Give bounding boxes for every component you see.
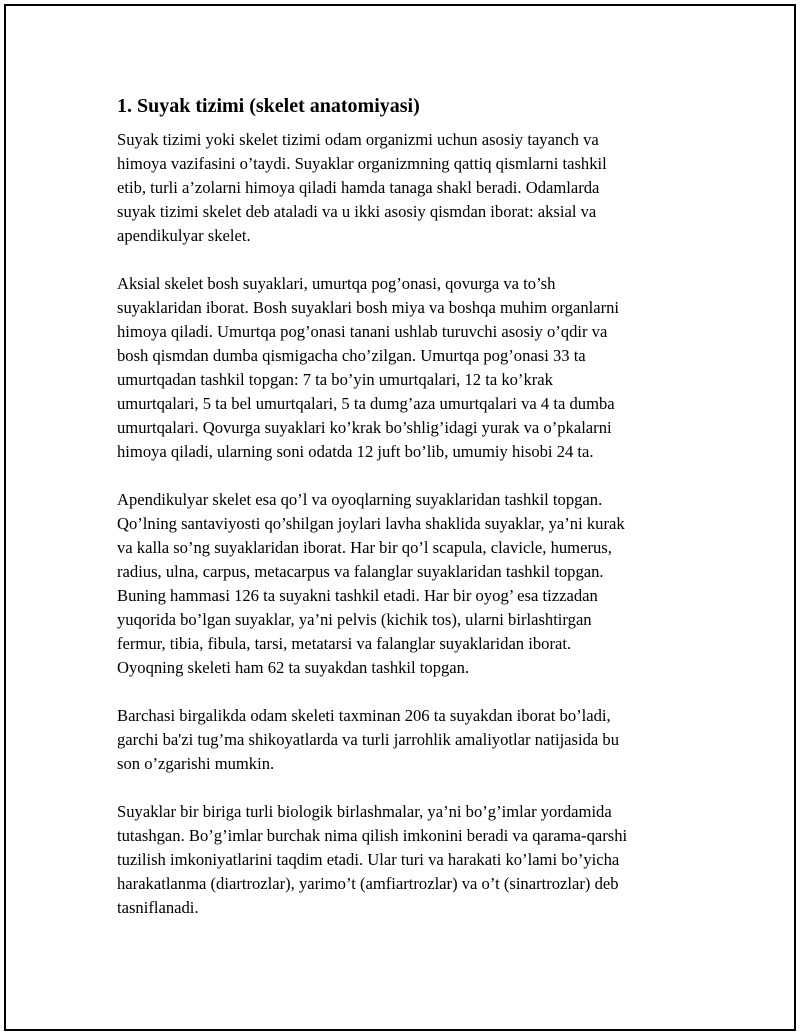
paragraph-joints (117, 800, 687, 920)
text-line: son o’zgarishi mumkin. (117, 754, 275, 773)
text-line: Qo’lning santaviyosti qo’shilgan joylari lavha shaklida suyaklar, ya’ni kurak (117, 514, 625, 533)
text-line: suyak tizimi skelet deb ataladi va u ikki asosiy qismdan iborat: aksial va (117, 202, 597, 221)
text-line: Suyak tizimi yoki skelet tizimi odam organizmi uchun asosiy tayanch va (117, 130, 599, 149)
text-line: umurtqalari. Qovurga suyaklari ko’krak bo’shlig’idagi yurak va o’pkalarni (117, 418, 612, 437)
text-line: garchi ba'zi tug’ma shikoyatlarda va turli jarrohlik amaliyotlar natijasida bu (117, 730, 620, 749)
text-line: fermur, tibia, fibula, tarsi, metatarsi va falanglar suyaklaridan iborat. (117, 634, 572, 653)
text-line: tutashgan. Bo’g’imlar burchak nima qilish imkonini beradi va qarama-qarshi (117, 826, 628, 845)
paragraph-appendicular-skeleton (117, 488, 687, 680)
paragraph-axial-skeleton (117, 272, 687, 464)
text-line: apendikulyar skelet. (117, 226, 251, 245)
text-line: etib, turli a’zolarni himoya qiladi hamda tanaga shakl beradi. Odamlarda (117, 178, 600, 197)
text-line: yuqorida bo’lgan suyaklar, ya’ni pelvis (kichik tos), ularni birlashtirgan (117, 610, 592, 629)
text-line: suyaklaridan iborat. Bosh suyaklari bosh miya va boshqa muhim organlarni (117, 298, 620, 317)
section-title: 1. Suyak tizimi (skelet anatomiyasi) (117, 95, 420, 117)
text-line: Buning hammasi 126 ta suyakni tashkil etadi. Har bir oyog’ esa tizzadan (117, 586, 598, 605)
text-line: Apendikulyar skelet esa qo’l va oyoqlarning suyaklaridan tashkil topgan. (117, 490, 603, 509)
text-line: himoya vazifasini o’taydi. Suyaklar organizmning qattiq qismlarni tashkil (117, 154, 607, 173)
text-line: radius, ulna, carpus, metacarpus va falanglar suyaklaridan tashkil topgan. (117, 562, 604, 581)
paragraph-bone-count (117, 704, 687, 776)
text-line: tasniflanadi. (117, 898, 199, 917)
text-line: Aksial skelet bosh suyaklari, umurtqa pog’onasi, qovurga va to’sh (117, 274, 556, 293)
text-line: harakatlanma (diartrozlar), yarimo’t (amfiartrozlar) va o’t (sinartrozlar) deb (117, 874, 619, 893)
text-line: va kalla so’ng suyaklaridan iborat. Har bir qo’l scapula, clavicle, humerus, (117, 538, 612, 557)
document-body (117, 93, 687, 920)
text-line: Suyaklar bir biriga turli biologik birlashmalar, ya’ni bo’g’imlar yordamida (117, 802, 612, 821)
paragraph-skeletal-system-intro (117, 128, 687, 248)
text-line: umurtqalari, 5 ta bel umurtqalari, 5 ta dumg’aza umurtqalari va 4 ta dumba (117, 394, 615, 413)
text-line: tuzilish imkoniyatlarini taqdim etadi. Ular turi va harakati ko’lami bo’yicha (117, 850, 620, 869)
text-line: himoya qiladi. Umurtqa pog’onasi tanani ushlab turuvchi asosiy o’qdir va (117, 322, 608, 341)
text-line: Barchasi birgalikda odam skeleti taxminan 206 ta suyakdan iborat bo’ladi, (117, 706, 611, 725)
text-line: umurtqadan tashkil topgan: 7 ta bo’yin umurtqalari, 12 ta ko’krak (117, 370, 553, 389)
text-line: bosh qismdan dumba qismigacha cho’zilgan. Umurtqa pog’onasi 33 ta (117, 346, 586, 365)
text-line: Oyoqning skeleti ham 62 ta suyakdan tashkil topgan. (117, 658, 470, 677)
text-line: himoya qiladi, ularning soni odatda 12 juft bo’lib, umumiy hisobi 24 ta. (117, 442, 594, 461)
